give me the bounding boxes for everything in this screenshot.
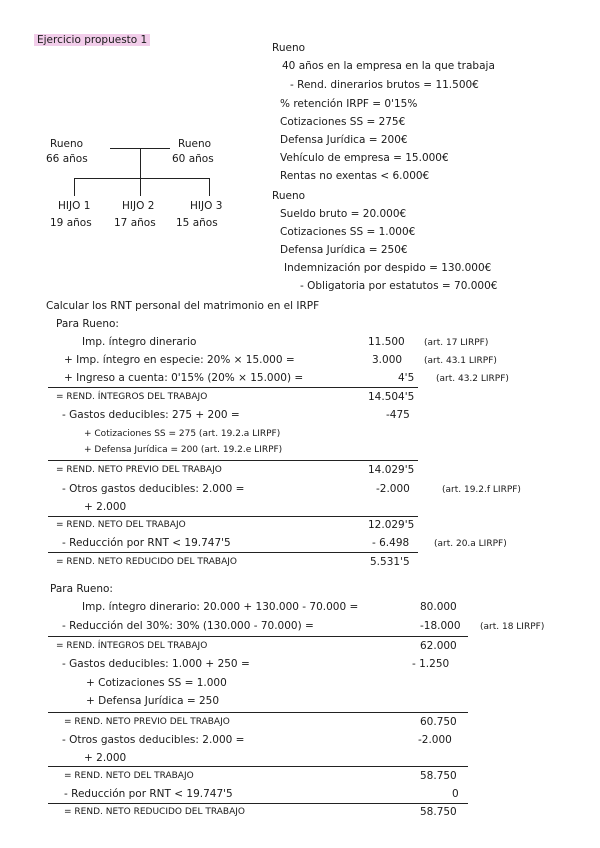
tree-child1-age: 19 años: [50, 217, 92, 229]
tree-child1: HIJO 1: [58, 200, 91, 212]
info-line: Rentas no exentas < 6.000€: [280, 170, 430, 182]
tree-parent-b-age: 60 años: [172, 153, 214, 165]
info-line: Cotizaciones SS = 275€: [280, 116, 406, 128]
s1-row-label: + Cotizaciones SS = 275 (art. 19.2.a LIRPF): [84, 429, 281, 439]
s2-row-label: + Defensa Jurídica = 250: [86, 695, 220, 707]
s2-row-label: - Reducción del 30%: 30% (130.000 - 70.000) =: [62, 620, 314, 632]
divider: [48, 712, 468, 713]
s2-row-label: = REND. NETO PREVIO DEL TRABAJO: [64, 717, 230, 727]
info-line: - Rend. dinerarios brutos = 11.500€: [290, 79, 479, 91]
s1-row-label: + Imp. íntegro en especie: 20% × 15.000 =: [64, 354, 295, 366]
divider: [48, 803, 468, 804]
tree-child3-age: 15 años: [176, 217, 218, 229]
tree-child3-line: [209, 178, 210, 196]
divider: [48, 460, 418, 461]
s1-row-label: = REND. NETO REDUCIDO DEL TRABAJO: [56, 557, 237, 567]
s1-row-value: 3.000: [372, 354, 403, 366]
tree-parent-b: Rueno: [178, 138, 212, 150]
info-line: Indemnización por despido = 130.000€: [284, 262, 492, 274]
s1-row-label: - Gastos deducibles: 275 + 200 =: [62, 409, 240, 421]
s2-row-label: = REND. NETO REDUCIDO DEL TRABAJO: [64, 807, 245, 817]
info-line: Cotizaciones SS = 1.000€: [280, 226, 416, 238]
s1-row-label: = REND. NETO DEL TRABAJO: [56, 520, 186, 530]
s1-row-note: (art. 20.a LIRPF): [434, 539, 507, 549]
s2-row-label: - Gastos deducibles: 1.000 + 250 =: [62, 658, 250, 670]
info-line: Defensa Jurídica = 200€: [280, 134, 408, 146]
info-heading-2: Rueno: [272, 190, 306, 202]
exercise-title: Ejercicio propuesto 1: [34, 34, 150, 46]
tree-child2-line: [140, 178, 141, 196]
s1-row-note: (art. 19.2.f LIRPF): [442, 485, 521, 495]
s1-row-label: + Defensa Jurídica = 200 (art. 19.2.e LIRPF): [84, 445, 283, 455]
divider: [48, 766, 468, 767]
s1-row-value: 5.531'5: [370, 556, 410, 568]
s1-row-label: Imp. íntegro dinerario: [82, 336, 197, 348]
info-line: % retención IRPF = 0'15%: [280, 98, 418, 110]
s1-row-value: - 6.498: [372, 537, 410, 549]
s2-row-value: 58.750: [420, 806, 457, 818]
section1-heading: Para Rueno:: [56, 318, 119, 330]
divider: [48, 516, 418, 517]
s2-row-label: = REND. ÍNTEGROS DEL TRABAJO: [56, 641, 208, 651]
s1-row-note: (art. 43.1 LIRPF): [424, 356, 497, 366]
s1-row-label: + 2.000: [84, 501, 127, 513]
s2-row-value: 0: [452, 788, 459, 800]
s1-row-label: - Reducción por RNT < 19.747'5: [62, 537, 231, 549]
s2-row-label: + Cotizaciones SS = 1.000: [86, 677, 227, 689]
s1-row-value: -2.000: [376, 483, 410, 495]
s2-row-label: - Reducción por RNT < 19.747'5: [64, 788, 233, 800]
info-line: Sueldo bruto = 20.000€: [280, 208, 407, 220]
info-heading-1: Rueno: [272, 42, 306, 54]
s1-row-value: 4'5: [398, 372, 415, 384]
s2-row-value: 58.750: [420, 770, 457, 782]
s2-row-label: Imp. íntegro dinerario: 20.000 + 130.000 - 70.000 =: [82, 601, 359, 613]
s1-row-value: -475: [386, 409, 410, 421]
s1-row-value: 11.500: [368, 336, 405, 348]
s2-row-value: - 1.250: [412, 658, 450, 670]
info-line: Vehículo de empresa = 15.000€: [280, 152, 449, 164]
s2-row-value: -18.000: [420, 620, 461, 632]
info-line: - Obligatoria por estatutos = 70.000€: [300, 280, 498, 292]
divider: [48, 636, 468, 637]
tree-child2: HIJO 2: [122, 200, 155, 212]
divider: [48, 387, 418, 388]
tree-child2-age: 17 años: [114, 217, 156, 229]
s2-row-value: 60.750: [420, 716, 457, 728]
section2-heading: Para Rueno:: [50, 583, 113, 595]
tree-child1-line: [74, 178, 75, 196]
tree-child3: HIJO 3: [190, 200, 223, 212]
s1-row-value: 12.029'5: [368, 519, 415, 531]
question: Calcular los RNT personal del matrimonio en el IRPF: [46, 300, 320, 312]
tree-parent-a: Rueno: [50, 138, 84, 150]
s1-row-label: - Otros gastos deducibles: 2.000 =: [62, 483, 245, 495]
tree-parent-a-age: 66 años: [46, 153, 88, 165]
s2-row-label: + 2.000: [84, 752, 127, 764]
s1-row-label: = REND. NETO PREVIO DEL TRABAJO: [56, 465, 222, 475]
s1-row-label: = REND. ÍNTEGROS DEL TRABAJO: [56, 392, 208, 402]
tree-stem-line: [140, 148, 141, 178]
info-line: 40 años en la empresa en la que trabaja: [282, 60, 495, 72]
tree-children-line: [74, 178, 210, 179]
info-line: Defensa Jurídica = 250€: [280, 244, 408, 256]
s1-row-note: (art. 17 LIRPF): [424, 338, 489, 348]
s2-row-value: -2.000: [418, 734, 452, 746]
s2-row-label: - Otros gastos deducibles: 2.000 =: [62, 734, 245, 746]
s1-row-value: 14.504'5: [368, 391, 415, 403]
s2-row-value: 62.000: [420, 640, 457, 652]
s2-row-value: 80.000: [420, 601, 457, 613]
s2-row-label: = REND. NETO DEL TRABAJO: [64, 771, 194, 781]
divider: [48, 552, 418, 553]
s1-row-note: (art. 43.2 LIRPF): [436, 374, 509, 384]
s1-row-label: + Ingreso a cuenta: 0'15% (20% × 15.000) =: [64, 372, 304, 384]
s1-row-value: 14.029'5: [368, 464, 415, 476]
s2-row-note: (art. 18 LIRPF): [480, 622, 545, 632]
